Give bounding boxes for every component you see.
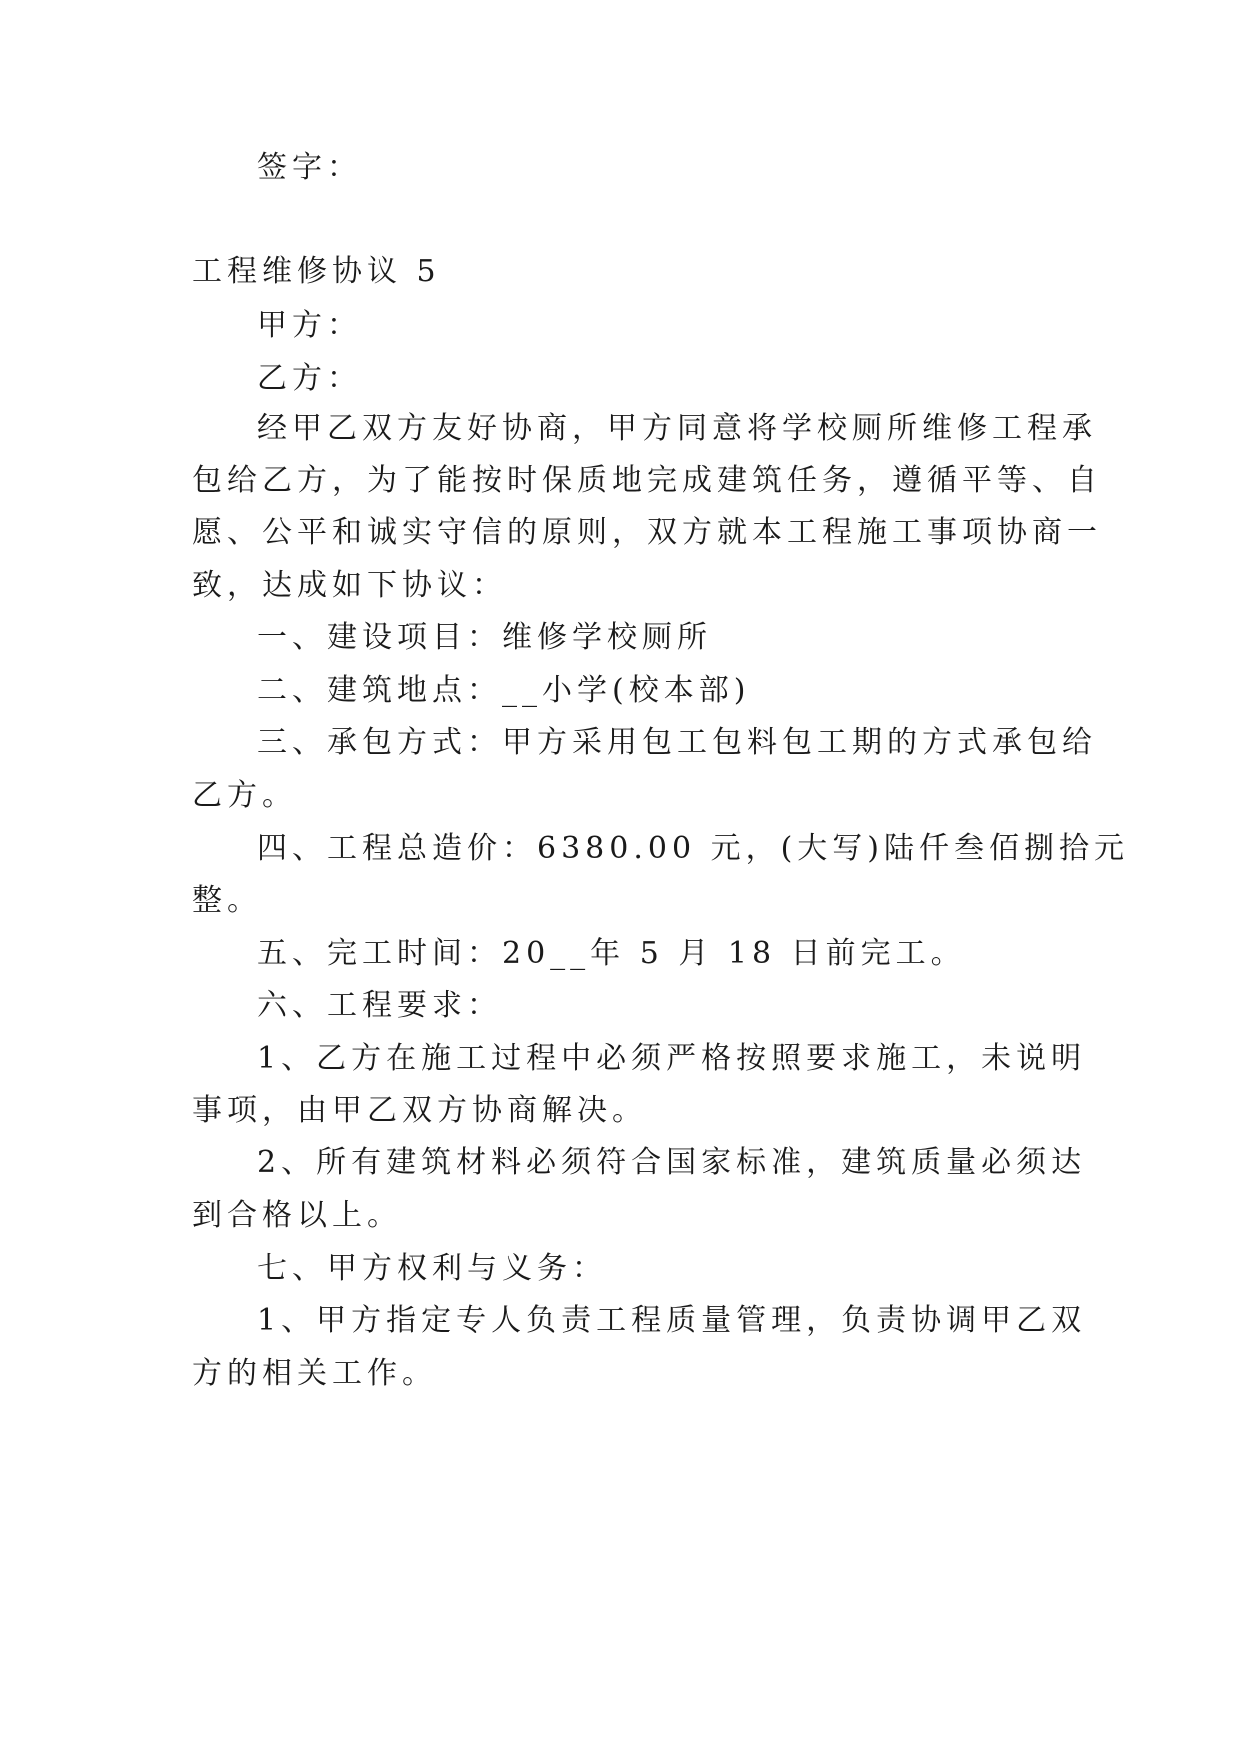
requirement-1-line-1: 1、乙方在施工过程中必须严格按照要求施工，未说明 [257,1041,1087,1076]
duty-1-line-2: 方的相关工作。 [192,1356,437,1391]
requirement-2-line-1: 2、所有建筑材料必须符合国家标准，建筑质量必须达 [257,1145,1087,1180]
clause-7: 七、甲方权利与义务： [257,1251,607,1286]
signature-label: 签字： [257,150,362,185]
intro-line-1: 经甲乙双方友好协商，甲方同意将学校厕所维修工程承 [257,411,1097,446]
clause-5: 五、完工时间：20__年 5 月 18 日前完工。 [257,936,966,971]
clause-3-line-2: 乙方。 [192,778,297,813]
requirement-2-line-2: 到合格以上。 [192,1198,402,1233]
party-a-label: 甲方： [257,308,362,343]
party-b-label: 乙方： [257,361,362,396]
requirement-1-line-2: 事项，由甲乙双方协商解决。 [192,1093,647,1128]
intro-line-3: 愿、公平和诚实守信的原则，双方就本工程施工事项协商一 [192,515,1102,550]
document-title: 工程维修协议 5 [192,254,441,289]
clause-1: 一、建设项目：维修学校厕所 [257,620,712,655]
clause-2: 二、建筑地点：__小学(校本部) [257,673,751,708]
clause-4-line-1: 四、工程总造价：6380.00 元，(大写)陆仟叁佰捌拾元 [257,831,1130,866]
duty-1-line-1: 1、甲方指定专人负责工程质量管理，负责协调甲乙双 [257,1303,1087,1338]
clause-3-line-1: 三、承包方式：甲方采用包工包料包工期的方式承包给 [257,725,1097,760]
clause-6: 六、工程要求： [257,988,502,1023]
intro-line-2: 包给乙方，为了能按时保质地完成建筑任务，遵循平等、自 [192,463,1102,498]
clause-4-line-2: 整。 [192,883,262,918]
intro-line-4: 致，达成如下协议： [192,568,507,603]
